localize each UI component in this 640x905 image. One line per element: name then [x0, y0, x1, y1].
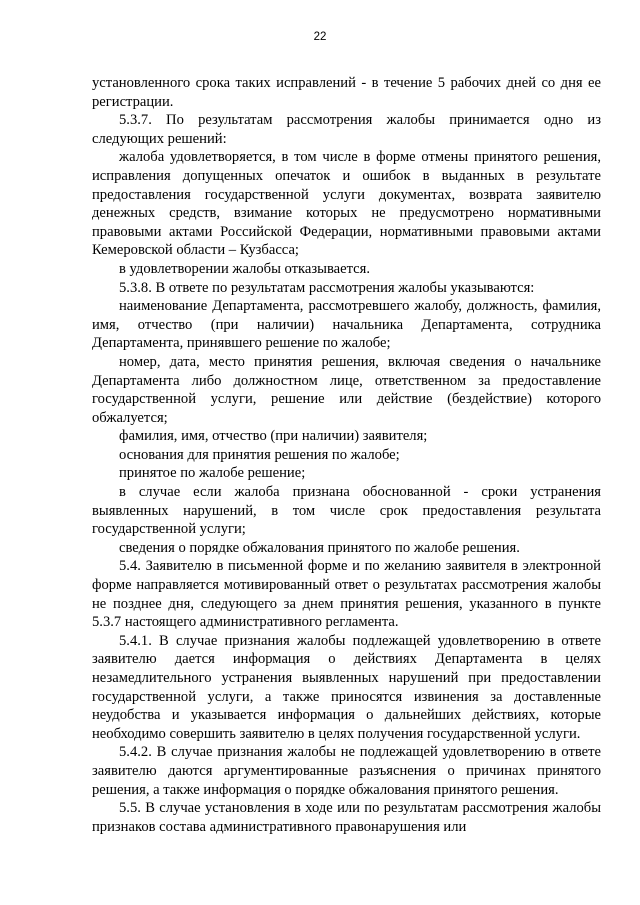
paragraph-complaint-refused: в удовлетворении жалобы отказывается. [119, 260, 371, 277]
paragraph-continuation: установленного срока таких исправлений - в течение 5 рабочих дней со дня ее регистрации. [92, 75, 601, 110]
paragraph-5-3-8: 5.3.8. В ответе по результатам рассмотрения жалобы указываются: [119, 279, 535, 296]
paragraph-applicant-name: фамилия, имя, отчество (при наличии) заявителя; [119, 428, 428, 445]
page-body [92, 74, 601, 836]
page-number: 22 [313, 31, 327, 43]
paragraph-5-4-1: 5.4.1. В случае признания жалобы подлежащей удовлетворению в ответе заявителю дается информация о действиях Департамента в целях незамедлительного устранения выявленных нарушений при предоставлении государственной услуги, а также приносятся извинения за доставленные неудобства и указывается информация о дальнейших действиях, которые необходимо совершить заявителю в целях получения государственной услуги. [92, 632, 601, 742]
paragraph-5-4: 5.4. Заявителю в письменной форме и по желанию заявителя в электронной форме направляется мотивированный ответ о результатах рассмотрения жалобы не позднее дня, следующего за днем принятия решения, указанного в пункте 5.3.7 настоящего административного регламента. [92, 558, 601, 631]
paragraph-violation-deadlines: в случае если жалоба признана обоснованной - сроки устранения выявленных нарушений, в том числе срок предоставления результата государственной услуги; [92, 484, 601, 538]
paragraph-department-name: наименование Департамента, рассмотревшего жалобу, должность, фамилия, имя, отчество (при наличии) начальника Департамента, сотрудника Департамента, принявшего решение по жалобе; [92, 298, 601, 352]
paragraph-decision-grounds: основания для принятия решения по жалобе; [119, 446, 400, 463]
paragraph-complaint-satisfied: жалоба удовлетворяется, в том числе в форме отмены принятого решения, исправления допущенных опечаток и ошибок в выданных в результате предоставления государственной услуги документах, возврата заявителю денежных средств, взимание которых не предусмотрено нормативными правовыми актами Российской Федерации, нормативными правовыми актами Кемеровской области – Кузбасса; [92, 149, 601, 259]
paragraph-decision-details: номер, дата, место принятия решения, включая сведения о начальнике Департамента либо должностном лице, ответственном за предоставление государственной услуги, решение или действие (бездействие) которого обжалуется; [92, 353, 601, 426]
paragraph-5-3-7: 5.3.7. По результатам рассмотрения жалобы принимается одно из следующих решений: [92, 112, 601, 147]
paragraph-decision-taken: принятое по жалобе решение; [119, 465, 306, 482]
paragraph-appeal-procedure: сведения о порядке обжалования принятого по жалобе решения. [119, 539, 520, 556]
paragraph-5-4-2: 5.4.2. В случае признания жалобы не подлежащей удовлетворению в ответе заявителю даются аргументированные разъяснения о причинах принятого решения, а также информация о порядке обжалования принятого решения. [92, 744, 601, 798]
paragraph-5-5: 5.5. В случае установления в ходе или по результатам рассмотрения жалобы признаков состава административного правонарушения или [92, 800, 601, 835]
